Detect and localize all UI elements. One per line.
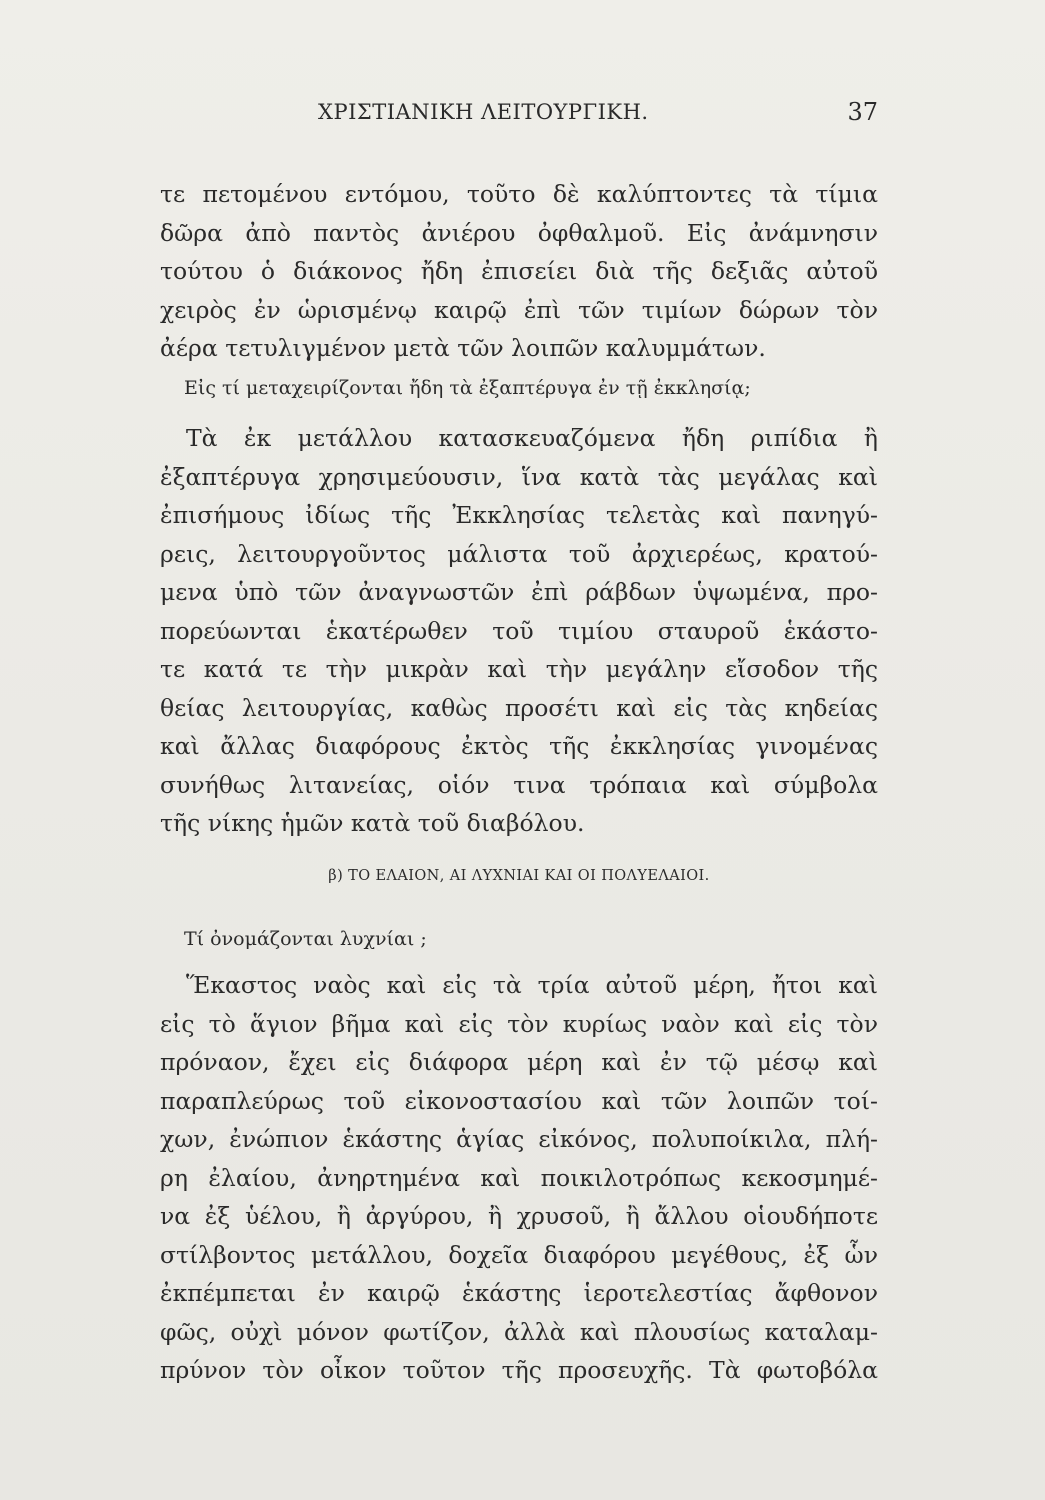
- text-line: τούτου ὁ διάκονος ἤδη ἐπισείει διὰ τῆς δεξιᾶς αὐτοῦ: [160, 257, 878, 285]
- question-ripidia: [160, 373, 878, 403]
- text-line: καὶ ἄλλας διαφόρους ἐκτὸς τῆς ἐκκλησίας γινομένας: [160, 732, 878, 760]
- page-number: 37: [847, 98, 878, 126]
- text-line: τῆς νίκης ἡμῶν κατὰ τοῦ διαβόλου.: [160, 809, 585, 837]
- text-line: δῶρα ἀπὸ παντὸς ἀνιέρου ὀφθαλμοῦ. Εἰς ἀνάμνησιν: [160, 218, 878, 247]
- text-line: ἀέρα τετυλιγμένον μετὰ τῶν λοιπῶν καλυμμάτων.: [160, 334, 766, 362]
- text-line: τε κατά τε τὴν μικρὰν καὶ τὴν μεγάλην εἴσοδον τῆς: [160, 655, 878, 683]
- paragraph-continuation: [160, 175, 878, 368]
- page-header: [160, 98, 878, 132]
- text-line: ρεις, λειτουργοῦντος μάλιστα τοῦ ἀρχιερέως, κρατού-: [160, 539, 878, 568]
- text-line: παραπλεύρως τοῦ εἰκονοστασίου καὶ τῶν λοιπῶν τοί-: [160, 1086, 878, 1115]
- text-line: ἐπισήμους ἰδίως τῆς Ἐκκλησίας τελετὰς καὶ πανηγύ-: [160, 501, 878, 529]
- text-line: πρύνον τὸν οἶκον τοῦτον τῆς προσευχῆς. Τὰ φωτοβόλα: [160, 1356, 878, 1384]
- text-line: Τὰ ἐκ μετάλλου κατασκευαζόμενα ἤδη ριπίδια ἢ: [186, 424, 878, 452]
- text-line: φῶς, οὐχὶ μόνον φωτίζον, ἀλλὰ καὶ πλουσίως καταλαμ-: [160, 1317, 878, 1346]
- text-line: εἰς τὸ ἅγιον βῆμα καὶ εἰς τὸν κυρίως ναὸν καὶ εἰς τὸν: [160, 1009, 878, 1038]
- text-line: Ἕκαστος ναὸς καὶ εἰς τὰ τρία αὐτοῦ μέρη, ἤτοι καὶ: [186, 971, 878, 999]
- section-heading: β) ΤΟ ΕΛΑΙΟΝ, ΑΙ ΛΥΧΝΙΑΙ ΚΑΙ ΟΙ ΠΟΛΥΕΛΑΙΟΙ.: [328, 868, 710, 884]
- text-line: χειρὸς ἐν ὡρισμένῳ καιρῷ ἐπὶ τῶν τιμίων δώρων τὸν: [160, 295, 878, 324]
- running-title: ΧΡΙΣΤΙΑΝΙΚΗ ΛΕΙΤΟΥΡΓΙΚΗ.: [318, 100, 649, 124]
- text-line: πορεύωνται ἑκατέρωθεν τοῦ τιμίου σταυροῦ ἑκάστο-: [160, 616, 878, 645]
- text-line: χων, ἐνώπιον ἑκάστης ἁγίας εἰκόνος, πολυποίκιλα, πλή-: [160, 1125, 878, 1153]
- text-line: πρόναον, ἔχει εἰς διάφορα μέρη καὶ ἐν τῷ μέσῳ καὶ: [160, 1048, 878, 1076]
- section-heading-block: [160, 862, 878, 890]
- text-line: ἐξαπτέρυγα χρησιμεύουσιν, ἵνα κατὰ τὰς μεγάλας καὶ: [160, 462, 878, 491]
- answer-ripidia: [160, 419, 878, 843]
- text-line: στίλβοντος μετάλλου, δοχεῖα διαφόρου μεγέθους, ἐξ ὧν: [160, 1240, 878, 1269]
- text-line: μενα ὑπὸ τῶν ἀναγνωστῶν ἐπὶ ράβδων ὑψωμένα, προ-: [160, 578, 878, 606]
- text-line: ἐκπέμπεται ἐν καιρῷ ἑκάστης ἱεροτελεστίας ἄφθονον: [160, 1279, 878, 1307]
- text-line: να ἐξ ὑέλου, ἢ ἀργύρου, ἢ χρυσοῦ, ἢ ἄλλου οἱουδήποτε: [160, 1202, 878, 1230]
- question-lychniai: [160, 924, 878, 954]
- question-text: Εἰς τί μεταχειρίζονται ἤδη τὰ ἐξαπτέρυγα ἐν τῇ ἐκκλησίᾳ;: [184, 377, 751, 399]
- answer-lychniai: [160, 966, 878, 1390]
- text-line: τε πετομένου εντόμου, τοῦτο δὲ καλύπτοντες τὰ τίμια: [160, 180, 878, 208]
- text-line: ρη ἐλαίου, ἀνηρτημένα καὶ ποικιλοτρόπως κεκοσμημέ-: [160, 1163, 878, 1192]
- text-line: συνήθως λιτανείας, οἱόν τινα τρόπαια καὶ σύμβολα: [160, 770, 878, 799]
- text-line: θείας λειτουργίας, καθὼς προσέτι καὶ εἰς τὰς κηδείας: [160, 693, 878, 722]
- question-text: Τί ὀνομάζονται λυχνίαι ;: [184, 928, 427, 950]
